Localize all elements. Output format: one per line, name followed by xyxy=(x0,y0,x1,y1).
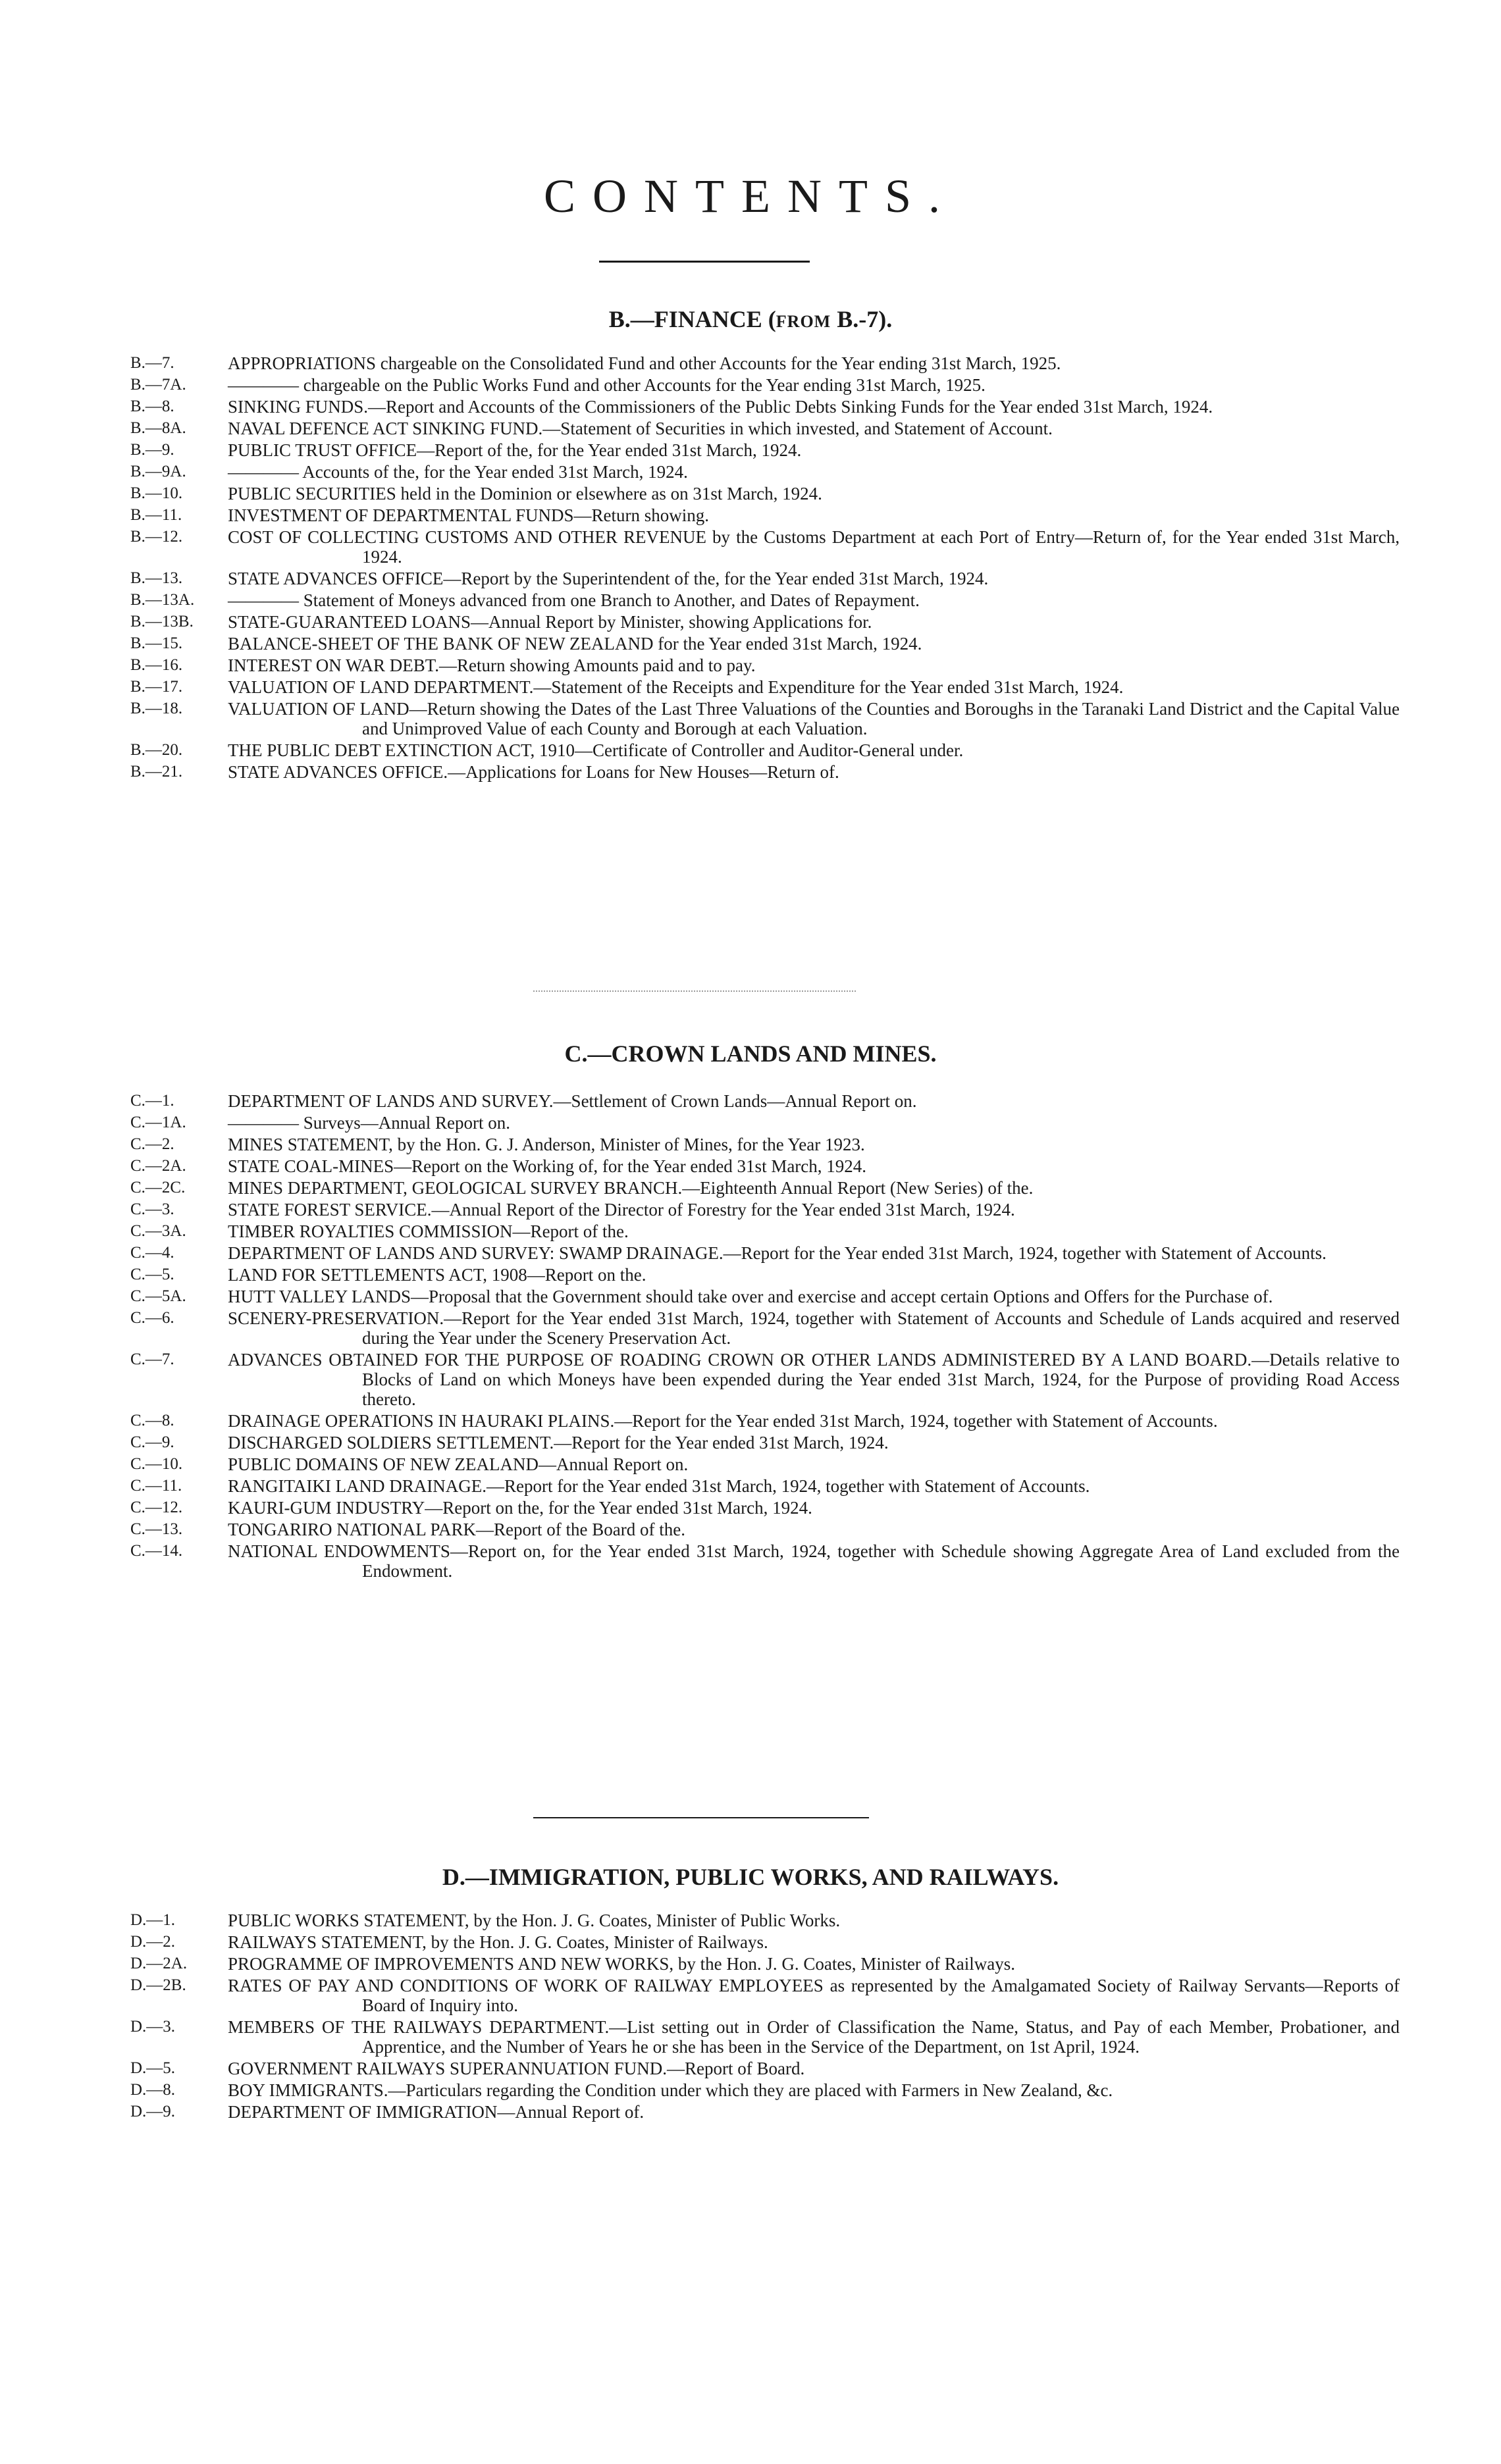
contents-entry xyxy=(0,1476,1501,1496)
contents-entry xyxy=(0,1135,1501,1154)
contents-entry xyxy=(0,1243,1501,1263)
entry-description: STATE-GUARANTEED LOANS—Annual Report by Minister, showing Applications for. xyxy=(228,612,872,632)
entry-code: D.—5. xyxy=(130,2059,176,2077)
contents-entry xyxy=(0,527,1501,567)
section-heading-finance-small: FROM xyxy=(776,312,831,331)
section-divider xyxy=(533,990,856,992)
entry-description: GOVERNMENT RAILWAYS SUPERANNUATION FUND.—Report of Board. xyxy=(228,2059,805,2078)
entry-description: RATES OF PAY AND CONDITIONS OF WORK OF RAILWAY EMPLOYEES as represented by the Amalgamated Society of Railway Servants—Reports of Board of Inquiry into. xyxy=(228,1976,1400,2015)
entry-description: ———— Surveys—Annual Report on. xyxy=(228,1113,510,1133)
entry-description: INTEREST ON WAR DEBT.—Return showing Amounts paid and to pay. xyxy=(228,655,756,675)
entry-code: C.—7. xyxy=(130,1350,174,1368)
entry-description: NATIONAL ENDOWMENTS—Report on, for the Year ended 31st March, 1924, together with Schedule showing Aggregate Area of Land excluded from the Endowment. xyxy=(228,1541,1400,1581)
section-heading-immigration: D.—IMMIGRATION, PUBLIC WORKS, AND RAILWAYS. xyxy=(442,1864,1059,1890)
entry-code: C.—12. xyxy=(130,1499,183,1516)
entry-code: B.—11. xyxy=(130,506,182,524)
entry-description: PROGRAMME OF IMPROVEMENTS AND NEW WORKS, by the Hon. J. G. Coates, Minister of Railways. xyxy=(228,1954,1016,1974)
entry-code: C.—9. xyxy=(130,1433,174,1451)
contents-entry xyxy=(0,1411,1501,1431)
entry-description: DISCHARGED SOLDIERS SETTLEMENT.—Report for the Year ended 31st March, 1924. xyxy=(228,1433,889,1452)
entry-description: DRAINAGE OPERATIONS IN HAURAKI PLAINS.—Report for the Year ended 31st March, 1924, together with Statement of Accounts. xyxy=(228,1411,1218,1431)
contents-entry xyxy=(0,1976,1501,2015)
entry-code: C.—1A. xyxy=(130,1114,186,1131)
entry-code: C.—8. xyxy=(130,1412,174,1429)
entry-description: SINKING FUNDS.—Report and Accounts of the Commissioners of the Public Debts Sinking Funds for the Year ended 31st March, 1924. xyxy=(228,397,1213,417)
entry-description: ———— Accounts of the, for the Year ended 31st March, 1924. xyxy=(228,462,688,482)
contents-entry xyxy=(0,677,1501,697)
entry-code: C.—2C. xyxy=(130,1179,186,1196)
contents-entry xyxy=(0,1178,1501,1198)
entry-code: D.—8. xyxy=(130,2081,176,2099)
entry-description: COST OF COLLECTING CUSTOMS AND OTHER REVENUE by the Customs Department at each Port of Entry—Return of, for the Year ended 31st March, 1924. xyxy=(228,527,1400,567)
contents-entry xyxy=(0,1520,1501,1539)
entry-description: TONGARIRO NATIONAL PARK—Report of the Board of the. xyxy=(228,1520,685,1539)
entry-code: C.—14. xyxy=(130,1542,183,1560)
contents-entry xyxy=(0,440,1501,460)
entry-code: B.—15. xyxy=(130,634,183,652)
entry-code: C.—13. xyxy=(130,1520,183,1538)
entry-code: C.—3. xyxy=(130,1200,174,1218)
entry-code: B.—13B. xyxy=(130,613,194,630)
entry-description: ADVANCES OBTAINED FOR THE PURPOSE OF ROADING CROWN OR OTHER LANDS ADMINISTERED BY A LAND BOARD.—Details relative to Blocks of Land on which Moneys have been expended during the Year ended 31st March, 1924, for the Purpose of providing Road Access thereto. xyxy=(228,1350,1400,1409)
contents-entry xyxy=(0,419,1501,438)
entry-code: D.—2A. xyxy=(130,1955,188,1972)
entry-description: MINES DEPARTMENT, GEOLOGICAL SURVEY BRANCH.—Eighteenth Annual Report (New Series) of the. xyxy=(228,1178,1034,1198)
contents-entry xyxy=(0,1350,1501,1409)
entry-description: APPROPRIATIONS chargeable on the Consolidated Fund and other Accounts for the Year ending 31st March, 1925. xyxy=(228,353,1061,373)
entry-description: STATE FOREST SERVICE.—Annual Report of the Director of Forestry for the Year ended 31st March, 1924. xyxy=(228,1200,1015,1219)
entry-description: ———— Statement of Moneys advanced from one Branch to Another, and Dates of Repayment. xyxy=(228,590,920,610)
contents-entry xyxy=(0,1200,1501,1219)
entry-code: B.—9A. xyxy=(130,463,186,480)
contents-entry xyxy=(0,699,1501,738)
contents-entry xyxy=(0,462,1501,482)
contents-entry xyxy=(0,1911,1501,1930)
contents-entry xyxy=(0,505,1501,525)
entry-description: MINES STATEMENT, by the Hon. G. J. Anderson, Minister of Mines, for the Year 1923. xyxy=(228,1135,865,1154)
contents-entry xyxy=(0,2017,1501,2057)
entry-code: B.—8. xyxy=(130,398,174,415)
entry-description: STATE ADVANCES OFFICE—Report by the Superintendent of the, for the Year ended 31st March, 1924. xyxy=(228,569,989,588)
entry-description: THE PUBLIC DEBT EXTINCTION ACT, 1910—Certificate of Controller and Auditor-General under. xyxy=(228,740,964,760)
contents-entry xyxy=(0,612,1501,632)
entry-code: B.—12. xyxy=(130,528,183,546)
contents-entry xyxy=(0,590,1501,610)
entry-description: STATE COAL-MINES—Report on the Working of, for the Year ended 31st March, 1924. xyxy=(228,1156,867,1176)
contents-entry xyxy=(0,1091,1501,1111)
contents-entry xyxy=(0,1221,1501,1241)
entry-code: B.—16. xyxy=(130,656,183,674)
section-heading-finance xyxy=(0,307,1501,331)
entry-code: B.—13. xyxy=(130,569,183,587)
contents-entry xyxy=(0,655,1501,675)
immigration-entry-list xyxy=(0,1911,1501,2124)
entry-code: B.—7A. xyxy=(130,376,186,394)
contents-entry xyxy=(0,1156,1501,1176)
entry-code: B.—13A. xyxy=(130,591,195,609)
contents-entry xyxy=(0,1954,1501,1974)
finance-entry-list xyxy=(0,353,1501,784)
contents-entry xyxy=(0,1498,1501,1518)
entry-description: HUTT VALLEY LANDS—Proposal that the Government should take over and exercise and accept certain Options and Offers for the Purchase of. xyxy=(228,1287,1273,1306)
entry-code: C.—6. xyxy=(130,1309,174,1327)
entry-code: B.—7. xyxy=(130,354,174,372)
contents-entry xyxy=(0,1287,1501,1306)
entry-code: B.—10. xyxy=(130,484,183,502)
contents-entry xyxy=(0,1932,1501,1952)
contents-entry xyxy=(0,762,1501,782)
entry-description: PUBLIC SECURITIES held in the Dominion or elsewhere as on 31st March, 1924. xyxy=(228,484,822,503)
section-heading-finance-text: B.—FINANCE ( xyxy=(608,306,776,332)
entry-description: BOY IMMIGRANTS.—Particulars regarding the Condition under which they are placed with Farmers in New Zealand, &c. xyxy=(228,2080,1113,2100)
entry-code: B.—9. xyxy=(130,441,174,459)
entry-description: RAILWAYS STATEMENT, by the Hon. J. G. Coates, Minister of Railways. xyxy=(228,1932,768,1952)
entry-code: D.—9. xyxy=(130,2103,176,2120)
contents-entry xyxy=(0,1541,1501,1581)
entry-code: D.—2B. xyxy=(130,1976,186,1994)
entry-description: SCENERY-PRESERVATION.—Report for the Year ended 31st March, 1924, together with Statement of Accounts and Schedule of Lands acquired and reserved during the Year under the Scenery Preservation Act. xyxy=(228,1308,1400,1348)
entry-description: KAURI-GUM INDUSTRY—Report on the, for the Year ended 31st March, 1924. xyxy=(228,1498,812,1518)
contents-entry xyxy=(0,1265,1501,1285)
entry-code: B.—21. xyxy=(130,763,183,781)
contents-entry xyxy=(0,569,1501,588)
entry-description: BALANCE-SHEET OF THE BANK OF NEW ZEALAND for the Year ended 31st March, 1924. xyxy=(228,634,922,654)
contents-entry xyxy=(0,2059,1501,2078)
entry-description: LAND FOR SETTLEMENTS ACT, 1908—Report on the. xyxy=(228,1265,646,1285)
contents-entry xyxy=(0,634,1501,654)
entry-code: C.—3A. xyxy=(130,1222,186,1240)
contents-entry xyxy=(0,484,1501,503)
entry-code: B.—18. xyxy=(130,700,183,717)
entry-description: DEPARTMENT OF LANDS AND SURVEY.—Settlement of Crown Lands—Annual Report on. xyxy=(228,1091,917,1111)
entry-description: VALUATION OF LAND DEPARTMENT.—Statement of the Receipts and Expenditure for the Year ended 31st March, 1924. xyxy=(228,677,1124,697)
contents-entry xyxy=(0,353,1501,373)
entry-description: PUBLIC DOMAINS OF NEW ZEALAND—Annual Report on. xyxy=(228,1454,689,1474)
section-heading-finance-tail: B.-7). xyxy=(831,306,893,332)
title-rule xyxy=(599,261,810,263)
entry-description: TIMBER ROYALTIES COMMISSION—Report of the. xyxy=(228,1221,629,1241)
entry-description: PUBLIC WORKS STATEMENT, by the Hon. J. G. Coates, Minister of Public Works. xyxy=(228,1911,841,1930)
contents-entry xyxy=(0,740,1501,760)
entry-code: D.—2. xyxy=(130,1933,176,1951)
entry-description: VALUATION OF LAND—Return showing the Dates of the Last Three Valuations of the Counties and Boroughs in the Taranaki Land District and the Capital Value and Unimproved Value of each County and Borough at each Valuation. xyxy=(228,699,1400,738)
entry-code: B.—20. xyxy=(130,741,183,759)
entry-code: D.—3. xyxy=(130,2018,176,2036)
entry-description: ———— chargeable on the Public Works Fund and other Accounts for the Year ending 31st March, 1925. xyxy=(228,375,986,395)
entry-description: STATE ADVANCES OFFICE.—Applications for Loans for New Houses—Return of. xyxy=(228,762,839,782)
entry-description: PUBLIC TRUST OFFICE—Report of the, for the Year ended 31st March, 1924. xyxy=(228,440,802,460)
contents-entry xyxy=(0,2080,1501,2100)
contents-entry xyxy=(0,397,1501,417)
page-title: CONTENTS. xyxy=(544,170,957,222)
entry-code: C.—5A. xyxy=(130,1287,186,1305)
entry-code: B.—17. xyxy=(130,678,183,696)
section-heading-crown-lands: C.—CROWN LANDS AND MINES. xyxy=(564,1040,937,1067)
entry-code: B.—8A. xyxy=(130,419,186,437)
entry-description: DEPARTMENT OF IMMIGRATION—Annual Report of. xyxy=(228,2102,645,2122)
contents-entry xyxy=(0,1433,1501,1452)
entry-description: NAVAL DEFENCE ACT SINKING FUND.—Statement of Securities in which invested, and Statement of Account. xyxy=(228,419,1053,438)
section-divider xyxy=(533,1817,869,1818)
entry-code: C.—10. xyxy=(130,1455,183,1473)
entry-code: C.—1. xyxy=(130,1092,174,1110)
entry-code: C.—5. xyxy=(130,1266,174,1283)
entry-description: MEMBERS OF THE RAILWAYS DEPARTMENT.—List setting out in Order of Classification the Name, Status, and Pay of each Member, Probationer, and Apprentice, and the Number of Years he or she has been in the Service of the Department, on 1st April, 1924. xyxy=(228,2017,1400,2057)
contents-entry xyxy=(0,1308,1501,1348)
entry-code: C.—11. xyxy=(130,1477,182,1495)
contents-entry xyxy=(0,1113,1501,1133)
entry-code: C.—2. xyxy=(130,1135,174,1153)
entry-description: RANGITAIKI LAND DRAINAGE.—Report for the Year ended 31st March, 1924, together with Statement of Accounts. xyxy=(228,1476,1090,1496)
contents-entry xyxy=(0,1454,1501,1474)
entry-code: C.—4. xyxy=(130,1244,174,1262)
entry-description: DEPARTMENT OF LANDS AND SURVEY: SWAMP DRAINAGE.—Report for the Year ended 31st March, 1924, together with Statement of Accounts. xyxy=(228,1243,1327,1263)
entry-code: C.—2A. xyxy=(130,1157,186,1175)
contents-entry xyxy=(0,2102,1501,2122)
entry-description: INVESTMENT OF DEPARTMENTAL FUNDS—Return showing. xyxy=(228,505,710,525)
entry-code: D.—1. xyxy=(130,1911,176,1929)
contents-entry xyxy=(0,375,1501,395)
crown-lands-entry-list xyxy=(0,1091,1501,1583)
